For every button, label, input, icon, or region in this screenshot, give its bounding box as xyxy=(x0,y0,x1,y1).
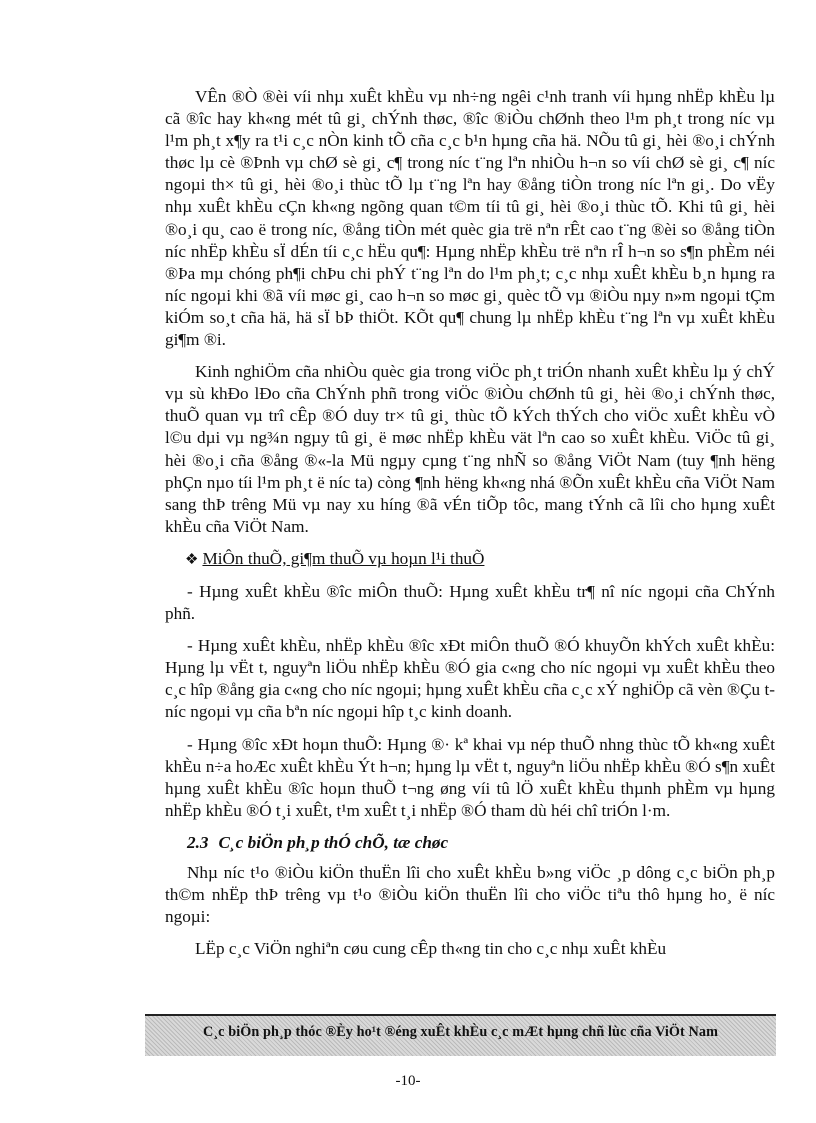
list-item: - Hµng xuÊt khÈu ®îc miÔn thuÕ: Hµng xuÊt khÈu tr¶ nî níc ngoµi cña ChÝnh phñ. xyxy=(165,581,775,624)
subheading xyxy=(165,548,775,571)
paragraph: Kinh nghiÖm cña nhiÒu quèc gia trong viÖc ph¸t triÓn nhanh xuÊt khÈu lµ ý chÝ vµ sù khÐo lÐo cña ChÝnh phñ trong viÖc ®iÒu chØnh tû gi¸ hèi ®o¸i chÝnh thøc, thuÕ quan vµ trî cÊp ®Ó duy tr× tû gi¸ thùc tÕ kÝch thÝch cho viÖc xuÊt khÈu vÒ l©u dµi vµ ng¾n ngµy tû gi¸ ë møc nhËp khÈu vät lªn cao so xuÊt khÈu. ViÖc tû gi¸ hèi ®o¸i cña ®ång ®«-la Mü ngµy cµng t¨ng nhÑ so ®ång ViÖt Nam (tuy ¶nh hëng phÇn nµo tíi l¹m ph¸t ë níc ta) còng ¶nh hëng kh«ng nhá ®Õn xuÊt khÈu cña ViÖt Nam sang thÞ trêng Mü vµ nay xu híng ®ã vÉn tiÕp tôc, mang tÝnh cã lîi cho hµng xuÊt khÈu cña ViÖt Nam. xyxy=(165,362,775,536)
paragraph: Nhµ níc t¹o ®iÒu kiÖn thuËn lîi cho xuÊt khÈu b»ng viÖc ¸p dông c¸c biÖn ph¸p th©m nhËp thÞ trêng vµ t¹o ®iÒu kiÖn thuËn lîi cho viÖc tiªu thô hµng ho¸ ë níc ngoµi: xyxy=(165,863,775,927)
section-number: 2.3 xyxy=(187,832,209,852)
page-number: -10- xyxy=(395,1073,421,1089)
list-item: - Hµng ®îc xÐt hoµn thuÕ: Hµng ®· kª khai vµ nép thuÕ nhng thùc tÕ kh«ng xuÊt khÈu n÷a hoÆc xuÊt khÈu Ýt h¬n; hµng lµ vËt t, nguyªn liÖu nhËp khÈu ®Ó s¶n xuÊt hµng xuÊt khÈu ®îc hoµn thuÕ t¬ng øng víi tû lÖ xuÊt khÈu thµnh phÈm vµ hµng nhËp khÈu ®Ó t¸i xuÊt, t¹m xuÊt t¸i nhËp ®Ó tham dù héi chî triÓn l·m. xyxy=(165,734,775,820)
body-text xyxy=(165,86,775,970)
list-item: - Hµng xuÊt khÈu, nhËp khÈu ®îc xÐt miÔn thuÕ ®Ó khuyÕn khÝch xuÊt khÈu: Hµng lµ vËt t, nguyªn liÖu nhËp khÈu ®Ó gia c«ng cho níc ngoµi vµ xuÊt khÈu theo c¸c hîp ®ång gia c«ng cho níc ngoµi; hµng xuÊt khÈu cña c¸c xÝ nghiÖp cã vèn ®Çu t níc ngoµi vµ cña bªn níc ngoµi hîp t¸c kinh doanh. xyxy=(165,636,775,722)
subheading-text: MiÔn thuÕ, gi¶m thuÕ vµ hoµn l¹i thuÕ xyxy=(202,548,485,568)
running-footer xyxy=(145,1014,776,1056)
four-diamond-bullet-icon: ❖ xyxy=(185,551,199,568)
paragraph: LËp c¸c ViÖn nghiªn cøu cung cÊp th«ng tin cho c¸c nhµ xuÊt khÈu xyxy=(195,939,667,959)
footer-title: C¸c biÖn ph¸p thóc ®Èy ho¹t ®éng xuÊt khÈu c¸c mÆt hµng chñ lùc cña ViÖt Nam xyxy=(203,1024,718,1040)
section-title: C¸c biÖn ph¸p thÓ chÕ, tæ chøc xyxy=(218,832,449,852)
section-heading xyxy=(165,832,775,854)
paragraph: VÊn ®Ò ®èi víi nhµ xuÊt khÈu vµ nh÷ng ngêi c¹nh tranh víi hµng nhËp khÈu lµ cã ®îc hay kh«ng mét tû gi¸ chÝnh thøc, ®îc ®iÒu chØnh theo l¹m ph¸t trong níc vµ l¹m ph¸t x¶y ra t¹i c¸c nÒn kinh tÕ cña c¸c b¹n hµng cña hä. NÕu tû gi¸ hèi ®o¸i chÝnh thøc lµ cè ®Þnh vµ chØ sè gi¸ c¶ trong níc t¨ng lªn nhiÒu h¬n so víi chØ sè gi¸ c¶ níc ngoµi th× tû gi¸ hèi ®o¸i thùc tÕ lµ t¨ng lªn hay ®ång tiÒn trong níc lªn gi¸. Do vËy nhµ xuÊt khÈu cÇn kh«ng ngõng quan t©m tíi tû gi¸ hèi ®o¸i thùc tÕ. Khi tû gi¸ hèi ®o¸i qu¸ cao ë trong níc, ®ång tiÒn mét quèc gia trë nªn rÊt cao t¨ng ®èi so ®ång tiÒn níc nhËp khÈu sÏ dÉn tíi c¸c hËu qu¶: Hµng nhËp khÈu trë nªn rÎ h¬n so s¶n phÈm néi ®Þa mµ chóng ph¶i chÞu chi phÝ t¨ng lªn do l¹m ph¸t; c¸c nhµ xuÊt khÈu b¸n hµng ra níc ngoµi khi ®ã víi møc gi¸ cao h¬n so møc gi¸ quèc tÕ vµ ®iÒu nµy n»m ngoµi tÇm kiÓm so¸t cña hä, hä sÏ bÞ thiÖt. KÕt qu¶ chung lµ nhËp khÈu t¨ng lªn vµ xuÊt khÈu gi¶m ®i. xyxy=(165,87,775,350)
